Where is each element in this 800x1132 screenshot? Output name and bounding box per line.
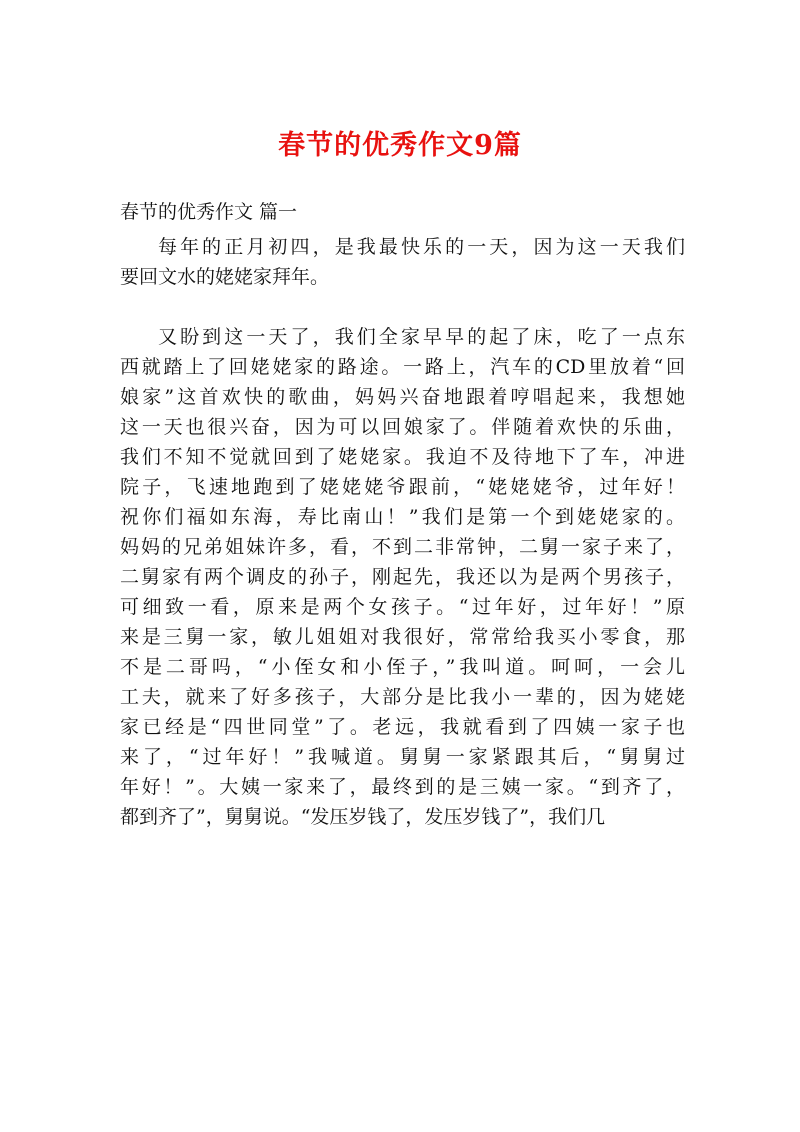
text-line: 妈妈的兄弟姐妹许多，看，不到二非常钟，二舅一家子来了， xyxy=(120,536,685,558)
text-line: 二舅家有两个调皮的孙子，刚起先，我还以为是两个男孩子， xyxy=(120,566,685,588)
text-line: 西就踏上了回姥姥家的路途。一路上，汽车的CD里放着“回 xyxy=(120,356,685,378)
text-line: 不是二哥吗，“小侄女和小侄子，”我叫道。呵呵，一会儿 xyxy=(120,656,685,678)
page-title: 春节的优秀作文9篇 xyxy=(278,130,522,161)
text-line: 来是三舅一家，敏儿姐姐对我很好，常常给我买小零食，那 xyxy=(120,626,685,648)
text-line: 都到齐了”，舅舅说。“发压岁钱了，发压岁钱了”，我们几 xyxy=(120,806,606,828)
text-line: 来了，“过年好！”我喊道。舅舅一家紧跟其后，“舅舅过 xyxy=(120,746,685,768)
text-line: 祝你们福如东海，寿比南山！”我们是第一个到姥姥家的。 xyxy=(120,506,685,528)
text-line: 年好！”。大姨一家来了，最终到的是三姨一家。“到齐了， xyxy=(120,776,685,798)
section-heading: 春节的优秀作文 篇一 xyxy=(120,201,298,223)
text-line: 每年的正月初四，是我最快乐的一天，因为这一天我们 xyxy=(158,236,685,258)
text-line: 家已经是“四世同堂”了。老远，我就看到了四姨一家子也 xyxy=(120,716,685,738)
text-line: 可细致一看，原来是两个女孩子。“过年好，过年好！”原 xyxy=(120,596,685,618)
text-line: 又盼到这一天了，我们全家早早的起了床，吃了一点东 xyxy=(158,326,685,348)
text-line: 工夫，就来了好多孩子，大部分是比我小一辈的，因为姥姥 xyxy=(120,686,685,708)
text-line: 娘家”这首欢快的歌曲，妈妈兴奋地跟着哼唱起来，我想她 xyxy=(120,386,685,408)
text-line: 我们不知不觉就回到了姥姥家。我迫不及待地下了车，冲进 xyxy=(120,446,685,468)
text-line: 要回文水的姥姥家拜年。 xyxy=(120,266,330,288)
text-line: 这一天也很兴奋，因为可以回娘家了。伴随着欢快的乐曲， xyxy=(120,416,685,438)
text-line: 院子，飞速地跑到了姥姥姥爷跟前，“姥姥姥爷，过年好！ xyxy=(120,476,685,498)
